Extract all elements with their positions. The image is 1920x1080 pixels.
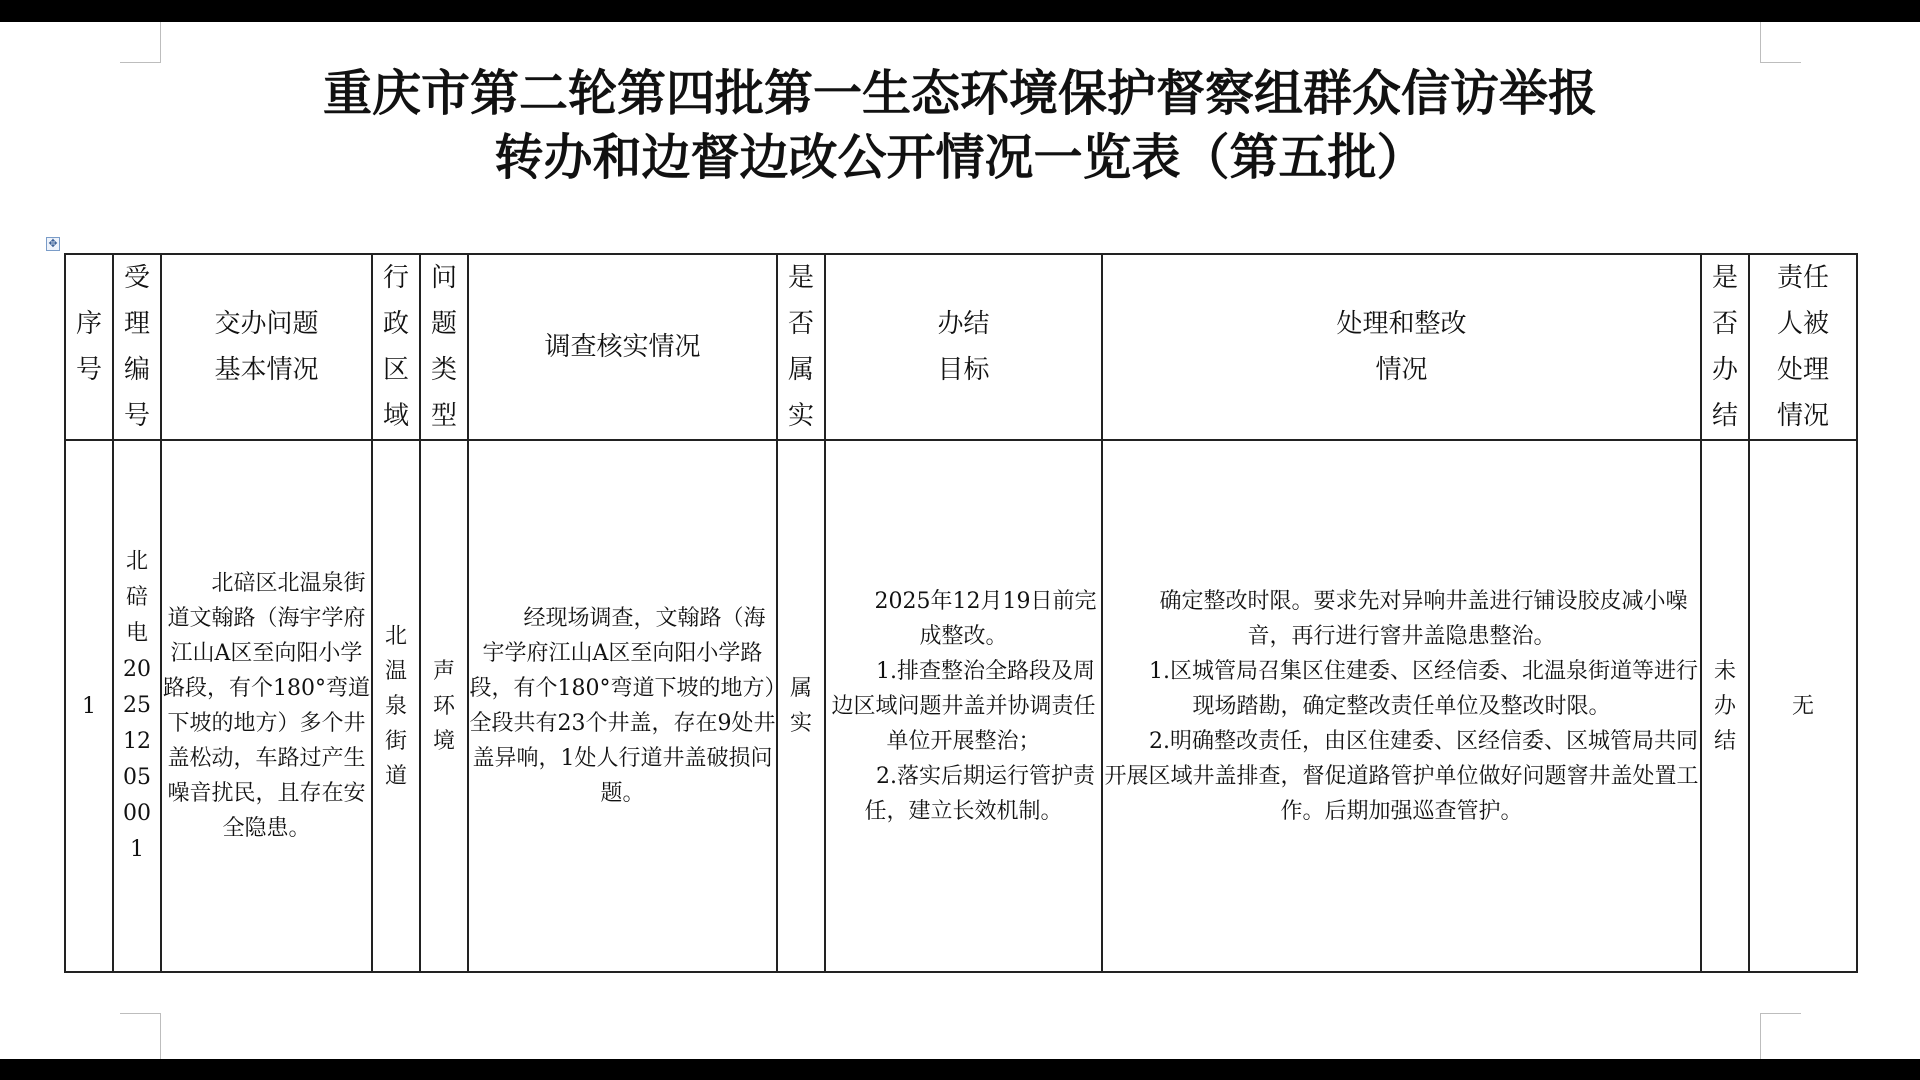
title-line-1: 重庆市第二轮第四批第一生态环境保护督察组群众信访举报 [322, 65, 1597, 122]
header-handling: 处理和整改 情况 [1102, 254, 1701, 440]
margin-mark-top-left [120, 22, 161, 63]
title-line-2: 转办和边督边改公开情况一览表（第五批） [494, 129, 1426, 186]
cell-closed: 未办结 [1701, 440, 1749, 972]
petition-table [64, 253, 1858, 973]
cell-accountability: 无 [1749, 440, 1857, 972]
cell-region: 北温泉街道 [372, 440, 420, 972]
table-header-row [65, 254, 1857, 440]
top-black-bar [0, 0, 1920, 22]
margin-mark-bottom-left [120, 1013, 161, 1059]
cell-verified: 属实 [777, 440, 825, 972]
table-row [65, 440, 1857, 972]
header-accountability: 责任人被处理情况 [1749, 254, 1857, 440]
cell-goal: 2025年12月19日前完成整改。 1.排查整治全路段及周边区域问题井盖并协调责任单位开展整治； 2.落实后期运行管护责任，建立长效机制。 [825, 440, 1102, 972]
margin-mark-bottom-right [1760, 1013, 1801, 1059]
header-case-no: 受理编号 [113, 254, 161, 440]
document-title [0, 62, 1920, 190]
cell-issue: 北碚区北温泉街道文翰路（海宇学府江山A区至向阳小学路段，有个180°弯道下坡的地方）多个井盖松动，车路过产生噪音扰民，且存在安全隐患。 [161, 440, 372, 972]
header-issue: 交办问题 基本情况 [161, 254, 372, 440]
cell-case-no: 北碚电20251205001 [113, 440, 161, 972]
cell-type: 声环境 [420, 440, 468, 972]
header-investigation: 调查核实情况 [468, 254, 777, 440]
cell-handling: 确定整改时限。要求先对异响井盖进行铺设胶皮减小噪音，再行进行窨井盖隐患整治。 1.区城管局召集区住建委、区经信委、北温泉街道等进行现场踏勘，确定整改责任单位及整改时限。 2.明确整改责任，由区住建委、区经信委、区城管局共同开展区域井盖排查，督促道路管护单位做好问题窨井盖处置工作。后期加强巡查管护。 [1102, 440, 1701, 972]
margin-mark-top-right [1760, 22, 1801, 63]
table-move-handle-icon[interactable]: ✥ [46, 237, 60, 251]
header-closed: 是否办结 [1701, 254, 1749, 440]
header-type: 问题类型 [420, 254, 468, 440]
header-goal: 办结 目标 [825, 254, 1102, 440]
bottom-black-bar [0, 1059, 1920, 1080]
header-region: 行政区域 [372, 254, 420, 440]
cell-index: 1 [65, 440, 113, 972]
cell-investigation: 经现场调查，文翰路（海宇学府江山A区至向阳小学路段，有个180°弯道下坡的地方）全段共有23个井盖，存在9处井盖异响，1处人行道井盖破损问题。 [468, 440, 777, 972]
header-verified: 是否属实 [777, 254, 825, 440]
header-index: 序号 [65, 254, 113, 440]
